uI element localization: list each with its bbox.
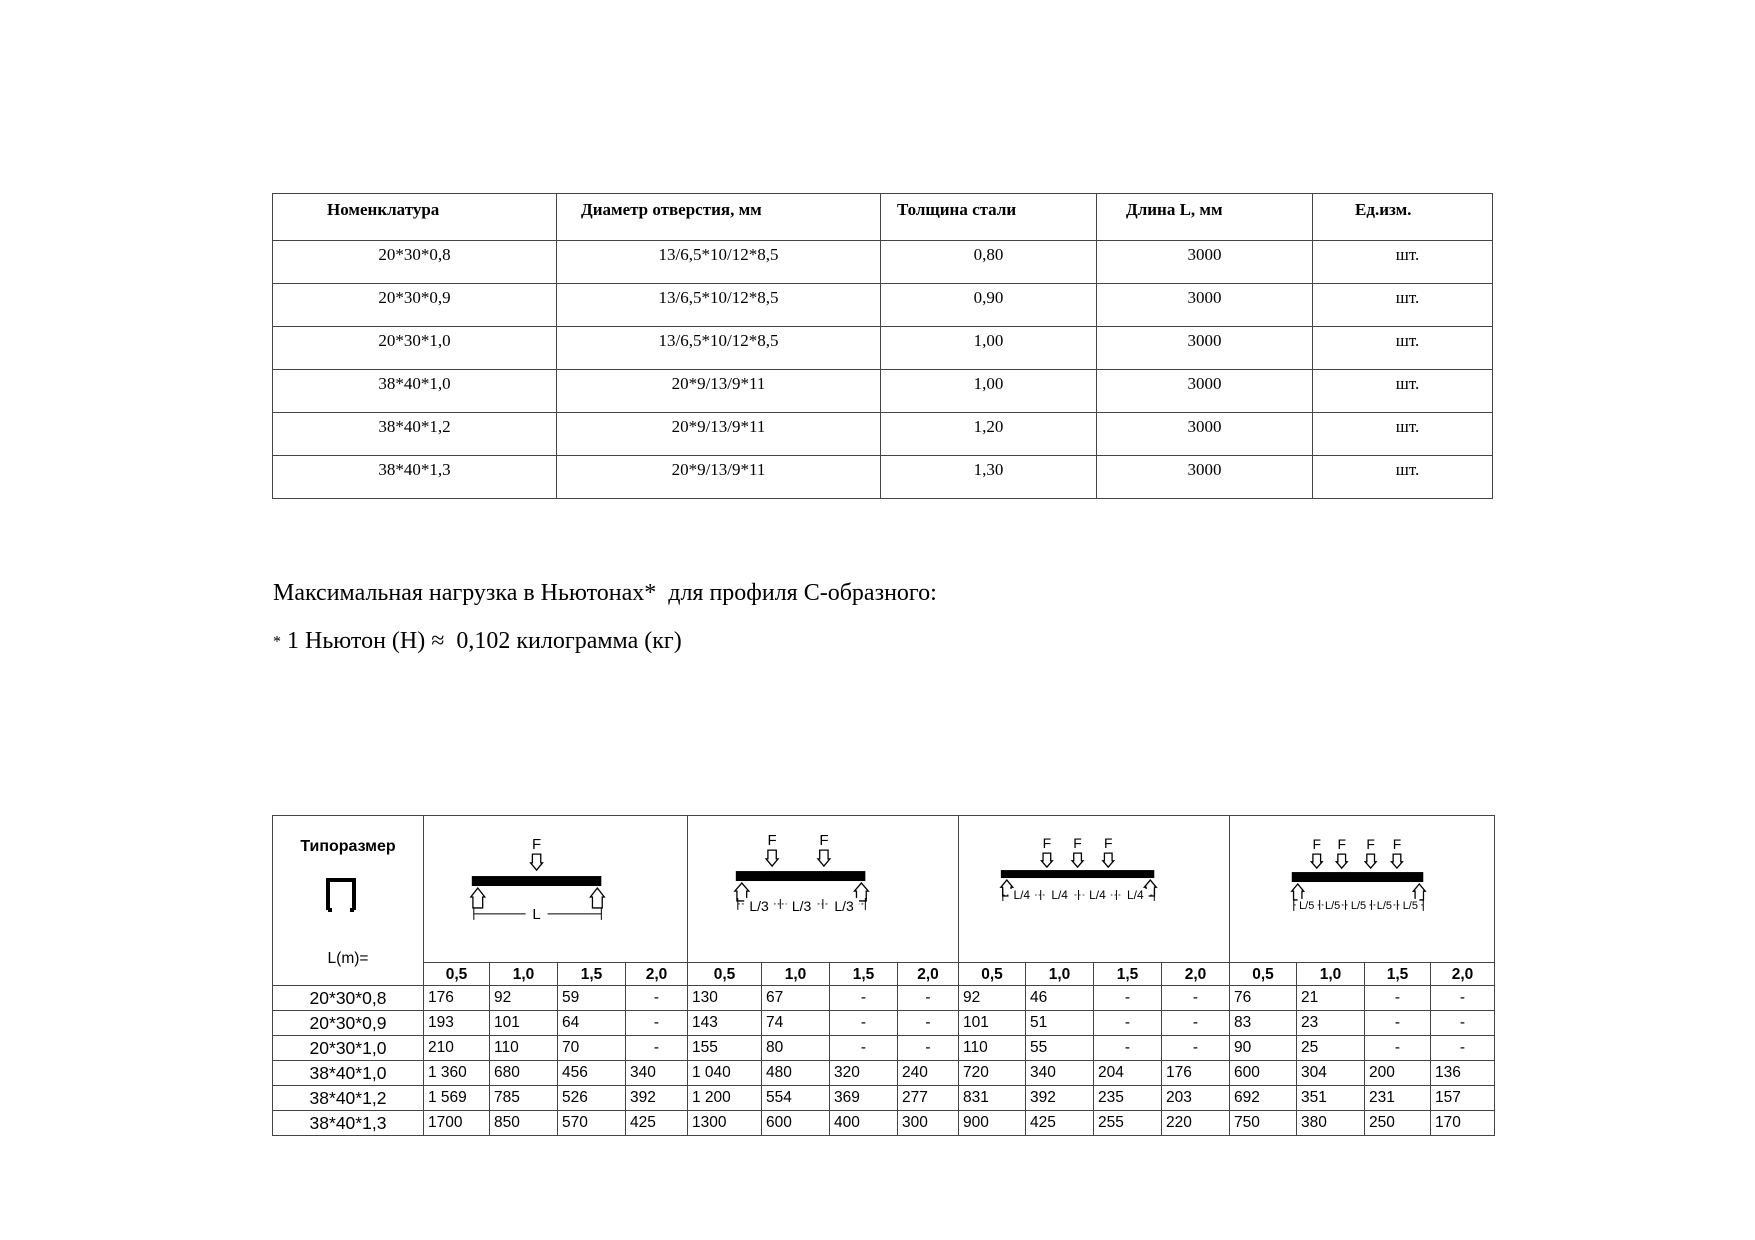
size-cell: 20*30*0,8 bbox=[273, 986, 424, 1011]
length-row bbox=[273, 963, 1495, 986]
length-header-cell: 0,5 bbox=[1230, 963, 1297, 986]
load-value-cell: 101 bbox=[490, 1011, 558, 1036]
load-value-cell: - bbox=[1431, 1036, 1495, 1061]
spec-cell: 13/6,5*10/12*8,5 bbox=[557, 327, 881, 370]
load-value-cell: 143 bbox=[688, 1011, 762, 1036]
span-label: L/3 bbox=[834, 897, 854, 914]
spec-cell: шт. bbox=[1313, 284, 1493, 327]
load-value-cell: - bbox=[1162, 1011, 1230, 1036]
load-value-cell: 64 bbox=[558, 1011, 626, 1036]
load-diagram-four-forces bbox=[1230, 816, 1494, 962]
spec-cell: 1,30 bbox=[881, 456, 1097, 499]
force-label: F bbox=[819, 832, 829, 850]
size-cell: 38*40*1,3 bbox=[273, 1111, 424, 1136]
load-value-cell: 203 bbox=[1162, 1086, 1230, 1111]
load-value-cell: 110 bbox=[959, 1036, 1026, 1061]
load-value-cell: 570 bbox=[558, 1111, 626, 1136]
spec-row bbox=[273, 456, 1493, 499]
load-row bbox=[273, 1061, 1495, 1086]
force-label: F bbox=[1073, 835, 1082, 852]
load-value-cell: 1 200 bbox=[688, 1086, 762, 1111]
force-arrow-icon bbox=[1311, 854, 1322, 868]
load-value-cell: - bbox=[1162, 986, 1230, 1011]
diagram-4-cell bbox=[1230, 816, 1495, 963]
spec-row bbox=[273, 241, 1493, 284]
spec-header-cell: Толщина стали bbox=[881, 194, 1097, 241]
load-value-cell: 51 bbox=[1026, 1011, 1094, 1036]
spec-row bbox=[273, 284, 1493, 327]
length-header-cell: 0,5 bbox=[959, 963, 1026, 986]
load-value-cell: 1300 bbox=[688, 1111, 762, 1136]
load-value-cell: 900 bbox=[959, 1111, 1026, 1136]
load-row bbox=[273, 986, 1495, 1011]
newton-note bbox=[273, 628, 682, 655]
spec-cell: 1,00 bbox=[881, 327, 1097, 370]
size-cell: 38*40*1,0 bbox=[273, 1061, 424, 1086]
load-value-cell: 83 bbox=[1230, 1011, 1297, 1036]
load-value-cell: - bbox=[1431, 1011, 1495, 1036]
length-header-cell: 0,5 bbox=[424, 963, 490, 986]
load-diagram-three-forces bbox=[959, 816, 1229, 962]
size-cell: 38*40*1,2 bbox=[273, 1086, 424, 1111]
load-value-cell: 92 bbox=[959, 986, 1026, 1011]
span-label: L bbox=[532, 905, 541, 923]
spec-cell: 13/6,5*10/12*8,5 bbox=[557, 241, 881, 284]
load-value-cell: 392 bbox=[626, 1086, 688, 1111]
load-value-cell: 600 bbox=[1230, 1061, 1297, 1086]
note-star: * bbox=[273, 633, 281, 651]
spec-cell: 20*30*0,9 bbox=[273, 284, 557, 327]
load-value-cell: 21 bbox=[1297, 986, 1365, 1011]
load-table bbox=[272, 815, 1495, 1136]
load-value-cell: 204 bbox=[1094, 1061, 1162, 1086]
span-label: L/5 bbox=[1350, 899, 1367, 912]
load-value-cell: 23 bbox=[1297, 1011, 1365, 1036]
load-value-cell: - bbox=[1094, 1036, 1162, 1061]
load-value-cell: 600 bbox=[762, 1111, 830, 1136]
load-value-cell: - bbox=[898, 1011, 959, 1036]
load-value-cell: 255 bbox=[1094, 1111, 1162, 1136]
spec-cell: 20*30*0,8 bbox=[273, 241, 557, 284]
spec-cell: 38*40*1,2 bbox=[273, 413, 557, 456]
spec-cell: 0,90 bbox=[881, 284, 1097, 327]
load-value-cell: 1 569 bbox=[424, 1086, 490, 1111]
load-value-cell: 425 bbox=[1026, 1111, 1094, 1136]
load-value-cell: 831 bbox=[959, 1086, 1026, 1111]
load-value-cell: 90 bbox=[1230, 1036, 1297, 1061]
spec-cell: шт. bbox=[1313, 241, 1493, 284]
load-value-cell: 250 bbox=[1365, 1111, 1431, 1136]
load-value-cell: 277 bbox=[898, 1086, 959, 1111]
spec-cell: 3000 bbox=[1097, 456, 1313, 499]
load-value-cell: - bbox=[830, 986, 898, 1011]
load-value-cell: 480 bbox=[762, 1061, 830, 1086]
spec-cell: шт. bbox=[1313, 456, 1493, 499]
spec-cell: 3000 bbox=[1097, 241, 1313, 284]
load-row bbox=[273, 1111, 1495, 1136]
load-value-cell: 300 bbox=[898, 1111, 959, 1136]
force-label: F bbox=[532, 836, 542, 854]
diagram-row bbox=[273, 816, 1495, 963]
force-label: F bbox=[1042, 835, 1052, 852]
force-arrow-icon bbox=[818, 850, 830, 866]
load-heading: Максимальная нагрузка в Ньютонах* для профиля С-образного: bbox=[273, 580, 937, 606]
load-value-cell: - bbox=[1094, 1011, 1162, 1036]
span-label: L/4 bbox=[1013, 887, 1031, 902]
length-header-cell: 1,0 bbox=[1026, 963, 1094, 986]
load-value-cell: 70 bbox=[558, 1036, 626, 1061]
load-value-cell: - bbox=[626, 986, 688, 1011]
spec-cell: 3000 bbox=[1097, 284, 1313, 327]
load-value-cell: 110 bbox=[490, 1036, 558, 1061]
load-value-cell: - bbox=[1365, 1036, 1431, 1061]
load-value-cell: 340 bbox=[626, 1061, 688, 1086]
span-label: L/3 bbox=[749, 897, 769, 914]
spec-cell: 1,00 bbox=[881, 370, 1097, 413]
span-label: L/5 bbox=[1299, 899, 1315, 912]
load-value-cell: 554 bbox=[762, 1086, 830, 1111]
spec-cell: 38*40*1,0 bbox=[273, 370, 557, 413]
diagram-1-cell bbox=[424, 816, 688, 963]
load-value-cell: 231 bbox=[1365, 1086, 1431, 1111]
spec-cell: 3000 bbox=[1097, 370, 1313, 413]
load-value-cell: 351 bbox=[1297, 1086, 1365, 1111]
load-value-cell: 101 bbox=[959, 1011, 1026, 1036]
force-label: F bbox=[1312, 836, 1322, 853]
load-value-cell: 155 bbox=[688, 1036, 762, 1061]
spec-header-cell: Ед.изм. bbox=[1313, 194, 1493, 241]
load-value-cell: 692 bbox=[1230, 1086, 1297, 1111]
load-value-cell: - bbox=[830, 1011, 898, 1036]
type-title: Типоразмер bbox=[300, 838, 396, 855]
beam bbox=[472, 876, 602, 886]
force-arrow-icon bbox=[1391, 854, 1402, 868]
load-value-cell: 80 bbox=[762, 1036, 830, 1061]
load-value-cell: 220 bbox=[1162, 1111, 1230, 1136]
load-value-cell: - bbox=[626, 1036, 688, 1061]
spec-cell: 20*9/13/9*11 bbox=[557, 456, 881, 499]
spec-header-cell: Номенклатура bbox=[273, 194, 557, 241]
force-arrow-icon bbox=[766, 850, 778, 866]
force-label: F bbox=[767, 832, 777, 850]
load-value-cell: - bbox=[1365, 986, 1431, 1011]
spec-cell: 3000 bbox=[1097, 413, 1313, 456]
note-text: 1 Ньютон (Н) ≈ 0,102 килограмма (кг) bbox=[281, 628, 682, 654]
load-value-cell: 526 bbox=[558, 1086, 626, 1111]
load-value-cell: 130 bbox=[688, 986, 762, 1011]
load-value-cell: 136 bbox=[1431, 1061, 1495, 1086]
load-value-cell: - bbox=[1094, 986, 1162, 1011]
length-header-cell: 1,0 bbox=[762, 963, 830, 986]
load-value-cell: 1 360 bbox=[424, 1061, 490, 1086]
length-header-cell: 2,0 bbox=[898, 963, 959, 986]
spec-cell: 3000 bbox=[1097, 327, 1313, 370]
size-cell: 20*30*0,9 bbox=[273, 1011, 424, 1036]
force-arrow-icon bbox=[531, 854, 543, 870]
force-arrow-icon bbox=[1072, 853, 1083, 867]
diagram-3-cell bbox=[959, 816, 1230, 963]
load-value-cell: - bbox=[898, 986, 959, 1011]
beam bbox=[1001, 870, 1154, 878]
load-value-cell: - bbox=[898, 1036, 959, 1061]
length-header-cell: 1,5 bbox=[558, 963, 626, 986]
load-value-cell: 157 bbox=[1431, 1086, 1495, 1111]
spec-cell: шт. bbox=[1313, 413, 1493, 456]
support-arrow-icon bbox=[1292, 884, 1304, 900]
spec-table-body bbox=[273, 241, 1493, 499]
load-value-cell: 392 bbox=[1026, 1086, 1094, 1111]
spec-header-cell: Длина L, мм bbox=[1097, 194, 1313, 241]
load-value-cell: 1700 bbox=[424, 1111, 490, 1136]
beam bbox=[1292, 872, 1424, 882]
length-header-cell: 0,5 bbox=[688, 963, 762, 986]
load-value-cell: 785 bbox=[490, 1086, 558, 1111]
load-value-cell: 380 bbox=[1297, 1111, 1365, 1136]
load-row bbox=[273, 1011, 1495, 1036]
load-diagram-two-forces bbox=[688, 816, 958, 962]
load-value-cell: 92 bbox=[490, 986, 558, 1011]
load-table-body bbox=[273, 816, 1495, 1136]
spec-cell: 1,20 bbox=[881, 413, 1097, 456]
load-value-cell: 1 040 bbox=[688, 1061, 762, 1086]
load-value-cell: 320 bbox=[830, 1061, 898, 1086]
spec-cell: 20*9/13/9*11 bbox=[557, 413, 881, 456]
c-profile-icon bbox=[323, 876, 359, 912]
load-value-cell: - bbox=[1365, 1011, 1431, 1036]
load-value-cell: - bbox=[830, 1036, 898, 1061]
length-header-cell: 2,0 bbox=[626, 963, 688, 986]
support-arrow-icon bbox=[590, 888, 604, 908]
force-arrow-icon bbox=[1365, 854, 1376, 868]
span-label: L/4 bbox=[1089, 887, 1106, 902]
load-value-cell: 55 bbox=[1026, 1036, 1094, 1061]
span-label: L/3 bbox=[791, 897, 812, 914]
load-diagram-single-force bbox=[424, 816, 687, 962]
span-label: L/5 bbox=[1402, 899, 1418, 912]
force-label: F bbox=[1103, 835, 1113, 852]
load-value-cell: 750 bbox=[1230, 1111, 1297, 1136]
load-value-cell: 193 bbox=[424, 1011, 490, 1036]
length-header-cell: 1,5 bbox=[1365, 963, 1431, 986]
load-value-cell: 400 bbox=[830, 1111, 898, 1136]
load-value-cell: 456 bbox=[558, 1061, 626, 1086]
load-value-cell: 240 bbox=[898, 1061, 959, 1086]
beam bbox=[736, 871, 866, 881]
load-value-cell: 59 bbox=[558, 986, 626, 1011]
spec-cell: 20*30*1,0 bbox=[273, 327, 557, 370]
load-value-cell: 425 bbox=[626, 1111, 688, 1136]
spec-cell: 38*40*1,3 bbox=[273, 456, 557, 499]
load-value-cell: 74 bbox=[762, 1011, 830, 1036]
support-arrow-icon bbox=[1413, 884, 1425, 900]
force-arrow-icon bbox=[1103, 853, 1114, 867]
force-arrow-icon bbox=[1041, 853, 1052, 867]
type-cell bbox=[273, 816, 424, 986]
span-label: L/4 bbox=[1051, 887, 1068, 902]
load-value-cell: 25 bbox=[1297, 1036, 1365, 1061]
spec-header-row bbox=[273, 194, 1493, 241]
spec-header-cell: Диаметр отверстия, мм bbox=[557, 194, 881, 241]
load-value-cell: - bbox=[1431, 986, 1495, 1011]
force-label: F bbox=[1366, 836, 1375, 853]
length-header-cell: 2,0 bbox=[1162, 963, 1230, 986]
load-value-cell: 170 bbox=[1431, 1111, 1495, 1136]
support-arrow-icon bbox=[471, 888, 485, 908]
spec-row bbox=[273, 370, 1493, 413]
load-value-cell: 850 bbox=[490, 1111, 558, 1136]
spec-cell: шт. bbox=[1313, 327, 1493, 370]
load-value-cell: 76 bbox=[1230, 986, 1297, 1011]
spec-cell: 0,80 bbox=[881, 241, 1097, 284]
diagram-2-cell bbox=[688, 816, 959, 963]
load-value-cell: 210 bbox=[424, 1036, 490, 1061]
load-value-cell: 304 bbox=[1297, 1061, 1365, 1086]
load-value-cell: 46 bbox=[1026, 986, 1094, 1011]
span-label: L/4 bbox=[1127, 887, 1144, 902]
load-row bbox=[273, 1086, 1495, 1111]
length-label: L(m)= bbox=[327, 950, 369, 967]
load-value-cell: 176 bbox=[1162, 1061, 1230, 1086]
load-value-cell: 200 bbox=[1365, 1061, 1431, 1086]
length-header-cell: 1,0 bbox=[490, 963, 558, 986]
length-header-cell: 2,0 bbox=[1431, 963, 1495, 986]
spec-table bbox=[272, 193, 1493, 499]
load-value-cell: 340 bbox=[1026, 1061, 1094, 1086]
spec-cell: шт. bbox=[1313, 370, 1493, 413]
span-label: L/5 bbox=[1376, 899, 1393, 912]
load-value-cell: 369 bbox=[830, 1086, 898, 1111]
spec-cell: 13/6,5*10/12*8,5 bbox=[557, 284, 881, 327]
spec-cell: 20*9/13/9*11 bbox=[557, 370, 881, 413]
length-header-cell: 1,5 bbox=[830, 963, 898, 986]
load-value-cell: 67 bbox=[762, 986, 830, 1011]
load-row bbox=[273, 1036, 1495, 1061]
length-header-cell: 1,0 bbox=[1297, 963, 1365, 986]
load-value-cell: 720 bbox=[959, 1061, 1026, 1086]
force-label: F bbox=[1392, 836, 1402, 853]
force-label: F bbox=[1337, 836, 1346, 853]
spec-row bbox=[273, 327, 1493, 370]
spec-row bbox=[273, 413, 1493, 456]
length-header-cell: 1,5 bbox=[1094, 963, 1162, 986]
load-value-cell: 176 bbox=[424, 986, 490, 1011]
size-cell: 20*30*1,0 bbox=[273, 1036, 424, 1061]
load-value-cell: 235 bbox=[1094, 1086, 1162, 1111]
force-arrow-icon bbox=[1336, 854, 1347, 868]
load-value-cell: - bbox=[626, 1011, 688, 1036]
span-label: L/5 bbox=[1325, 899, 1341, 912]
load-value-cell: 680 bbox=[490, 1061, 558, 1086]
load-value-cell: - bbox=[1162, 1036, 1230, 1061]
